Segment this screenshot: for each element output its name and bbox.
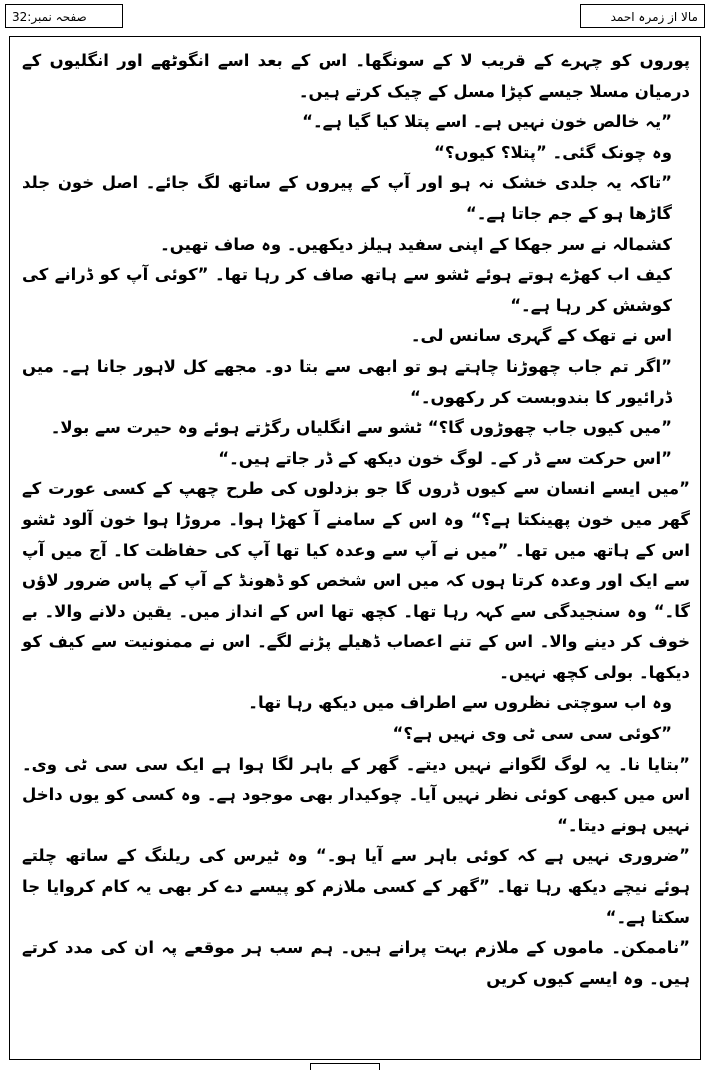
paragraph: ”یہ خالص خون نہیں ہے۔ اسے پتلا کیا گیا ہے۔“ — [302, 112, 672, 132]
paragraph: وہ اب سوچتی نظروں سے اطراف میں دیکھ رہا تھا۔ — [248, 693, 672, 713]
paragraph: اس نے تھک کے گہری سانس لی۔ — [410, 326, 672, 346]
author-name: مالا از زمرہ احمد — [610, 10, 698, 24]
paragraph: ”کوئی سی سی ٹی وی نہیں ہے؟“ — [392, 724, 672, 744]
page-number: 32 — [12, 10, 28, 24]
paragraph: وہ چونک گئی۔ ”پتلا؟ کیوں؟“ — [434, 142, 672, 162]
paragraph: ”ضروری نہیں ہے کہ کوئی باہر سے آیا ہو۔“ وہ ٹیرس کی ریلنگ کے ساتھ چلتے ہوئے نیچے دیکھ رہا تھا۔ ”گھر کے کسی ملازم کو پیسے دے کر بھی یہ کام کروایا جا سکتا ہے۔“ — [22, 846, 690, 927]
bottom-tab — [310, 1063, 380, 1070]
paragraph: کیف اب کھڑے ہوتے ہوئے ٹشو سے ہاتھ صاف کر رہا تھا۔ ”کوئی آپ کو ڈرانے کی کوشش کر رہا ہے۔“ — [22, 265, 672, 315]
paragraph: پوروں کو چہرے کے قریب لا کے سونگھا۔ اس کے بعد اسے انگوٹھے اور انگلیوں کے درمیان مسلا جیسے کپڑا مسل کے چیک کرتے ہیں۔ — [22, 51, 690, 101]
paragraph: ”اس حرکت سے ڈر کے۔ لوگ خون دیکھ کے ڈر جاتے ہیں۔“ — [218, 448, 672, 468]
paragraph: ”میں ایسے انسان سے کیوں ڈروں گا جو بزدلوں کی طرح چھپ کے کسی عورت کے گھر میں خون پھینکتا ہے؟“ وہ اس کے سامنے آ کھڑا ہوا۔ مروڑا ہوا خون آلود ٹشو اس کے ہاتھ میں تھا۔ ”میں نے آپ سے وعدہ کیا تھا آپ کی حفاظت کا۔ آج میں آپ سے ایک اور وعدہ کرتا ہوں کہ میں اس شخص کو ڈھونڈ کے آپ کے پاس ضرور لاؤں گا۔“ وہ سنجیدگی سے کہہ رہا تھا۔ کچھ تھا اس کے انداز میں۔ یقین دلانے والا۔ بے خوف کر دینے والا۔ اس کے تنے اعصاب ڈھیلے پڑنے لگے۔ اس نے ممنونیت سے کیف کو دیکھا۔ بولی کچھ نہیں۔ — [22, 479, 690, 682]
story-text — [22, 46, 690, 994]
page-label: صفحہ نمبر — [31, 10, 87, 24]
paragraph: ”تاکہ یہ جلدی خشک نہ ہو اور آپ کے پیروں کے ساتھ لگ جائے۔ اصل خون جلد گاڑھا ہو کے جم جاتا ہے۔“ — [22, 173, 672, 223]
paragraph: ”بتایا نا۔ یہ لوگ لگوانے نہیں دیتے۔ گھر کے باہر لگا ہوا ہے ایک سی سی ٹی وی۔ اس میں کبھی کوئی نظر نہیں آیا۔ چوکیدار بھی موجود ہے۔ وہ کسی کو یوں داخل نہیں ہونے دیتا۔“ — [22, 754, 690, 835]
author-box — [580, 4, 705, 28]
paragraph: ”اگر تم جاب چھوڑنا چاہتے ہو تو ابھی سے بتا دو۔ مجھے کل لاہور جانا ہے۔ میں ڈرائیور کا بندوبست کر رکھوں۔“ — [22, 356, 672, 407]
page-number-box: صفحہ نمبر:32 — [5, 4, 123, 28]
paragraph: ”میں کیوں جاب چھوڑوں گا؟“ ٹشو سے انگلیاں رگڑتے ہوئے وہ حیرت سے بولا۔ — [50, 418, 672, 438]
paragraph: ”ناممکن۔ ماموں کے ملازم بہت پرانے ہیں۔ ہم سب ہر موقعے پہ ان کی مدد کرتے ہیں۔ وہ ایسے کیوں کریں — [22, 938, 690, 988]
paragraph: کشمالہ نے سر جھکا کے اپنی سفید ہیلز دیکھیں۔ وہ صاف تھیں۔ — [160, 234, 672, 254]
